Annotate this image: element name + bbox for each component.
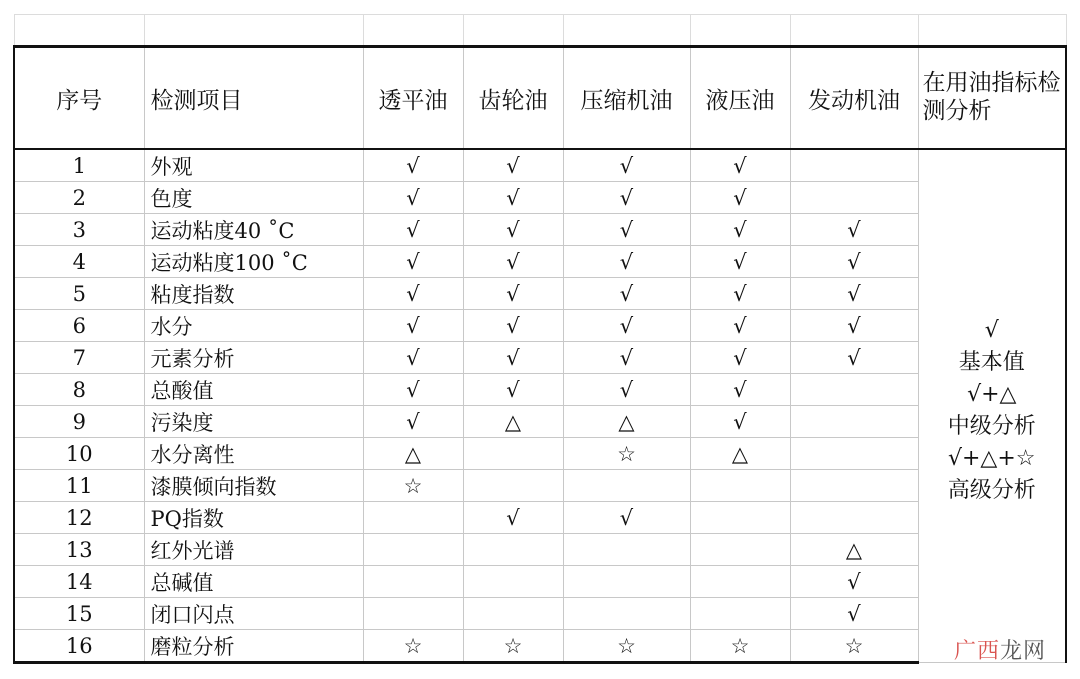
cell-hydraulic-oil: √ [690, 149, 790, 182]
table-row [14, 534, 1066, 566]
cell-turbine-oil: √ [363, 149, 463, 182]
analysis-legend [918, 149, 1066, 663]
cell-engine-oil [790, 470, 918, 502]
cell-compressor-oil [563, 470, 690, 502]
cell-hydraulic-oil [690, 470, 790, 502]
cell-hydraulic-oil: ☆ [690, 630, 790, 663]
cell-turbine-oil [363, 566, 463, 598]
row-number: 3 [14, 214, 144, 246]
cell-turbine-oil: ☆ [363, 470, 463, 502]
cell-turbine-oil: √ [363, 342, 463, 374]
legend-line: √+△+☆ [947, 446, 1036, 471]
row-item: 污染度 [144, 406, 363, 438]
blank-row [14, 15, 1066, 47]
row-item: 水分离性 [144, 438, 363, 470]
header-engine-oil: 发动机油 [790, 47, 918, 150]
cell-engine-oil [790, 502, 918, 534]
cell-gear-oil [463, 566, 563, 598]
cell-turbine-oil: √ [363, 310, 463, 342]
table-row [14, 149, 1066, 182]
row-item: 外观 [144, 149, 363, 182]
cell-gear-oil: √ [463, 246, 563, 278]
row-number: 14 [14, 566, 144, 598]
cell-compressor-oil: √ [563, 342, 690, 374]
watermark [954, 634, 1046, 665]
cell-hydraulic-oil: √ [690, 342, 790, 374]
cell-gear-oil: √ [463, 502, 563, 534]
table-row [14, 438, 1066, 470]
cell-turbine-oil [363, 598, 463, 630]
cell-hydraulic-oil: √ [690, 182, 790, 214]
table-row [14, 502, 1066, 534]
row-item: 红外光谱 [144, 534, 363, 566]
cell-gear-oil: ☆ [463, 630, 563, 663]
cell-engine-oil [790, 438, 918, 470]
header-hydraulic-oil: 液压油 [690, 47, 790, 150]
cell-hydraulic-oil: √ [690, 406, 790, 438]
cell-hydraulic-oil: √ [690, 310, 790, 342]
cell-hydraulic-oil [690, 534, 790, 566]
cell-turbine-oil: √ [363, 406, 463, 438]
cell-compressor-oil: √ [563, 278, 690, 310]
header-item: 检测项目 [144, 47, 363, 150]
table-row [14, 310, 1066, 342]
cell-hydraulic-oil [690, 598, 790, 630]
cell-turbine-oil: √ [363, 278, 463, 310]
row-number: 5 [14, 278, 144, 310]
cell-gear-oil: √ [463, 182, 563, 214]
cell-hydraulic-oil: √ [690, 214, 790, 246]
cell-hydraulic-oil: △ [690, 438, 790, 470]
cell-gear-oil: △ [463, 406, 563, 438]
legend-line: 中级分析 [947, 414, 1036, 439]
cell-compressor-oil: √ [563, 502, 690, 534]
row-item: 运动粘度40 ˚C [144, 214, 363, 246]
cell-compressor-oil: √ [563, 374, 690, 406]
cell-gear-oil: √ [463, 310, 563, 342]
table-row [14, 470, 1066, 502]
cell-engine-oil: √ [790, 310, 918, 342]
table-row [14, 182, 1066, 214]
cell-gear-oil [463, 470, 563, 502]
watermark-part2: 龙网 [999, 639, 1046, 664]
cell-engine-oil: √ [790, 598, 918, 630]
legend-line: √ [984, 318, 999, 343]
row-item: 色度 [144, 182, 363, 214]
row-item: 总碱值 [144, 566, 363, 598]
row-number: 6 [14, 310, 144, 342]
watermark-part1: 广西 [953, 639, 1000, 664]
cell-compressor-oil: √ [563, 246, 690, 278]
row-number: 9 [14, 406, 144, 438]
cell-gear-oil: √ [463, 278, 563, 310]
legend-line: 基本值 [958, 350, 1025, 375]
table-row [14, 214, 1066, 246]
cell-gear-oil [463, 438, 563, 470]
table-row [14, 630, 1066, 663]
cell-hydraulic-oil: √ [690, 374, 790, 406]
table-row [14, 566, 1066, 598]
cell-hydraulic-oil [690, 502, 790, 534]
row-item: 水分 [144, 310, 363, 342]
row-item: 闭口闪点 [144, 598, 363, 630]
spreadsheet [13, 14, 1067, 664]
header-gear-oil: 齿轮油 [463, 47, 563, 150]
row-number: 15 [14, 598, 144, 630]
cell-engine-oil: √ [790, 246, 918, 278]
row-item: 运动粘度100 ˚C [144, 246, 363, 278]
header-compressor-oil: 压缩机油 [563, 47, 690, 150]
header-row [14, 47, 1066, 150]
table-row [14, 278, 1066, 310]
cell-turbine-oil: √ [363, 374, 463, 406]
header-turbine-oil: 透平油 [363, 47, 463, 150]
cell-turbine-oil [363, 534, 463, 566]
cell-engine-oil: ☆ [790, 630, 918, 663]
cell-compressor-oil [563, 566, 690, 598]
cell-hydraulic-oil: √ [690, 246, 790, 278]
row-number: 16 [14, 630, 144, 663]
legend-line: 高级分析 [947, 478, 1036, 503]
legend-line: √+△ [967, 382, 1017, 407]
cell-gear-oil [463, 598, 563, 630]
cell-compressor-oil [563, 534, 690, 566]
row-item: 元素分析 [144, 342, 363, 374]
cell-engine-oil: △ [790, 534, 918, 566]
table-row [14, 342, 1066, 374]
row-number: 8 [14, 374, 144, 406]
cell-gear-oil: √ [463, 149, 563, 182]
cell-turbine-oil: △ [363, 438, 463, 470]
cell-compressor-oil: ☆ [563, 438, 690, 470]
header-analysis: 在用油指标检测分析 [918, 47, 1066, 150]
row-item: PQ指数 [144, 502, 363, 534]
row-item: 总酸值 [144, 374, 363, 406]
row-number: 4 [14, 246, 144, 278]
cell-turbine-oil [363, 502, 463, 534]
cell-compressor-oil: √ [563, 149, 690, 182]
table-row [14, 406, 1066, 438]
table-row [14, 374, 1066, 406]
cell-compressor-oil: √ [563, 214, 690, 246]
row-number: 10 [14, 438, 144, 470]
cell-turbine-oil: √ [363, 246, 463, 278]
cell-engine-oil [790, 149, 918, 182]
cell-hydraulic-oil: √ [690, 278, 790, 310]
cell-turbine-oil: ☆ [363, 630, 463, 663]
oil-test-table [13, 14, 1067, 664]
row-number: 11 [14, 470, 144, 502]
row-number: 2 [14, 182, 144, 214]
cell-engine-oil: √ [790, 566, 918, 598]
row-number: 13 [14, 534, 144, 566]
row-item: 漆膜倾向指数 [144, 470, 363, 502]
cell-compressor-oil: ☆ [563, 630, 690, 663]
cell-gear-oil [463, 534, 563, 566]
row-number: 1 [14, 149, 144, 182]
cell-turbine-oil: √ [363, 182, 463, 214]
cell-engine-oil [790, 182, 918, 214]
row-number: 7 [14, 342, 144, 374]
cell-gear-oil: √ [463, 374, 563, 406]
row-number: 12 [14, 502, 144, 534]
cell-engine-oil [790, 374, 918, 406]
cell-engine-oil: √ [790, 278, 918, 310]
cell-gear-oil: √ [463, 214, 563, 246]
cell-compressor-oil [563, 598, 690, 630]
cell-engine-oil: √ [790, 342, 918, 374]
cell-engine-oil [790, 406, 918, 438]
table-row [14, 246, 1066, 278]
cell-compressor-oil: √ [563, 182, 690, 214]
header-no: 序号 [14, 47, 144, 150]
cell-gear-oil: √ [463, 342, 563, 374]
cell-hydraulic-oil [690, 566, 790, 598]
table-row [14, 598, 1066, 630]
cell-compressor-oil: √ [563, 310, 690, 342]
row-item: 磨粒分析 [144, 630, 363, 663]
cell-engine-oil: √ [790, 214, 918, 246]
cell-compressor-oil: △ [563, 406, 690, 438]
cell-turbine-oil: √ [363, 214, 463, 246]
row-item: 粘度指数 [144, 278, 363, 310]
